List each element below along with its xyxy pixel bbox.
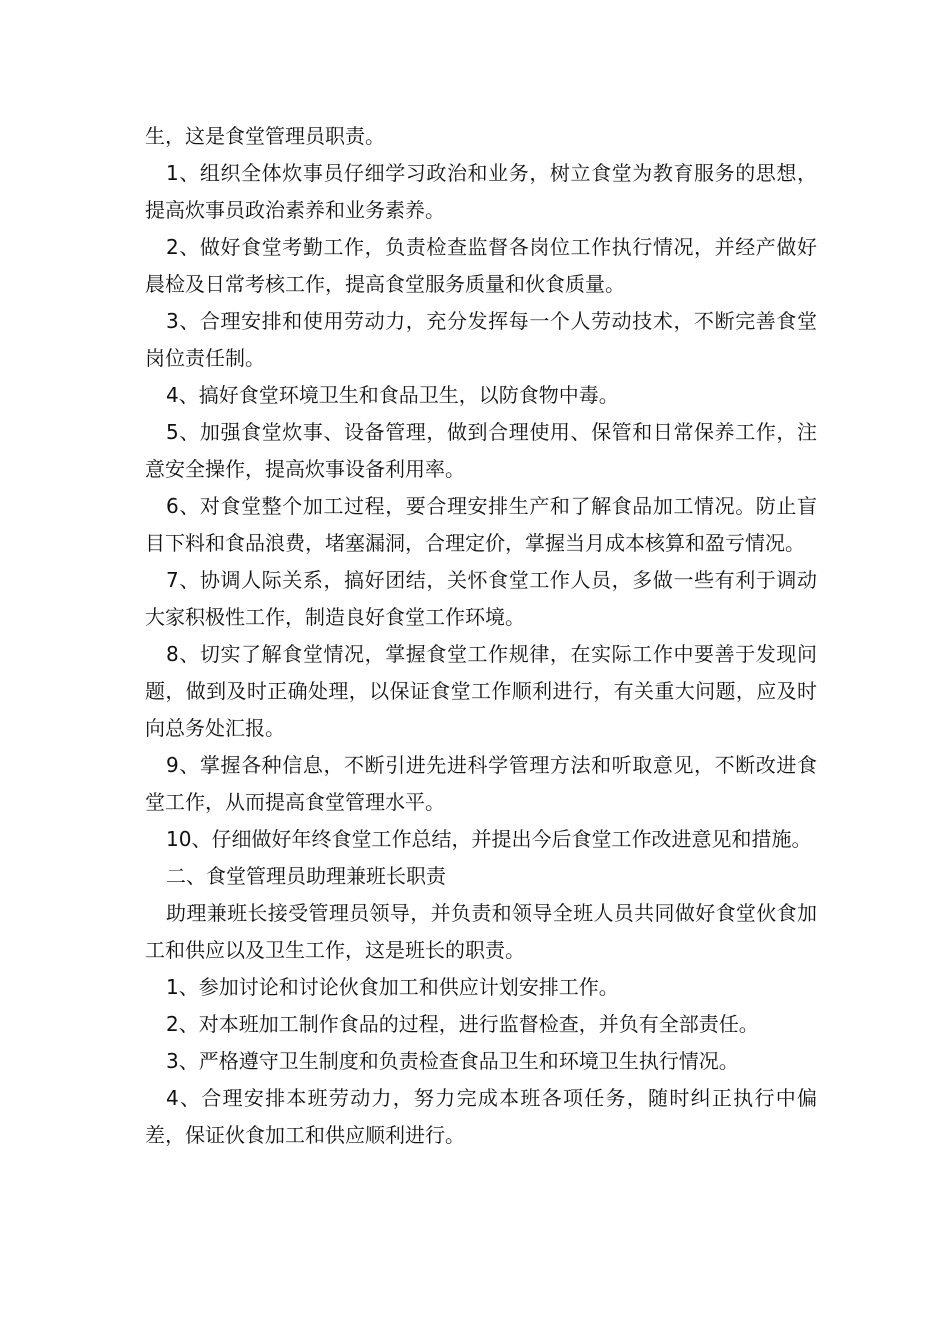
list-item-manager-duty-8: 8、切实了解食堂情况，掌握食堂工作规律，在实际工作中要善于发现问题，做到及时正确处理，以保证食堂工作顺利进行，有关重大问题，应及时向总务处汇报。 [145, 642, 817, 740]
paragraph-continuation: 生，这是食堂管理员职责。 [145, 124, 385, 148]
list-item-assistant-duty-3: 3、严格遵守卫生制度和负责检查食品卫生和环境卫生执行情况。 [166, 1049, 739, 1073]
document-body [145, 118, 817, 1154]
section-heading-assistant-duties: 二、食堂管理员助理兼班长职责 [166, 864, 446, 888]
list-item-manager-duty-7: 7、协调人际关系，搞好团结，关怀食堂工作人员，多做一些有利于调动大家积极性工作，制造良好食堂工作环境。 [145, 568, 817, 629]
list-item-manager-duty-1: 1、组织全体炊事员仔细学习政治和业务，树立食堂为教育服务的思想，提高炊事员政治素养和业务素养。 [145, 161, 817, 222]
list-item-manager-duty-3: 3、合理安排和使用劳动力，充分发挥每一个人劳动技术，不断完善食堂岗位责任制。 [145, 309, 817, 370]
list-item-assistant-duty-1: 1、参加讨论和讨论伙食加工和供应计划安排工作。 [166, 975, 619, 999]
list-item-assistant-duty-4: 4、合理安排本班劳动力，努力完成本班各项任务，随时纠正执行中偏差，保证伙食加工和供应顺利进行。 [145, 1086, 817, 1147]
list-item-manager-duty-9: 9、掌握各种信息，不断引进先进科学管理方法和听取意见，不断改进食堂工作，从而提高食堂管理水平。 [145, 753, 817, 814]
list-item-manager-duty-10: 10、仔细做好年终食堂工作总结，并提出今后食堂工作改进意见和措施。 [166, 827, 812, 851]
list-item-manager-duty-5: 5、加强食堂炊事、设备管理，做到合理使用、保管和日常保养工作，注意安全操作，提高炊事设备利用率。 [145, 420, 817, 481]
list-item-manager-duty-4: 4、搞好食堂环境卫生和食品卫生，以防食物中毒。 [166, 383, 619, 407]
list-item-manager-duty-6: 6、对食堂整个加工过程，要合理安排生产和了解食品加工情况。防止盲目下料和食品浪费，堵塞漏洞，合理定价，掌握当月成本核算和盈亏情况。 [145, 494, 817, 555]
list-item-assistant-duty-2: 2、对本班加工制作食品的过程，进行监督检查，并负有全部责任。 [166, 1012, 759, 1036]
section-intro-assistant: 助理兼班长接受管理员领导，并负责和领导全班人员共同做好食堂伙食加工和供应以及卫生工作，这是班长的职责。 [145, 901, 817, 962]
list-item-manager-duty-2: 2、做好食堂考勤工作，负责检查监督各岗位工作执行情况，并经产做好晨检及日常考核工作，提高食堂服务质量和伙食质量。 [145, 235, 817, 296]
